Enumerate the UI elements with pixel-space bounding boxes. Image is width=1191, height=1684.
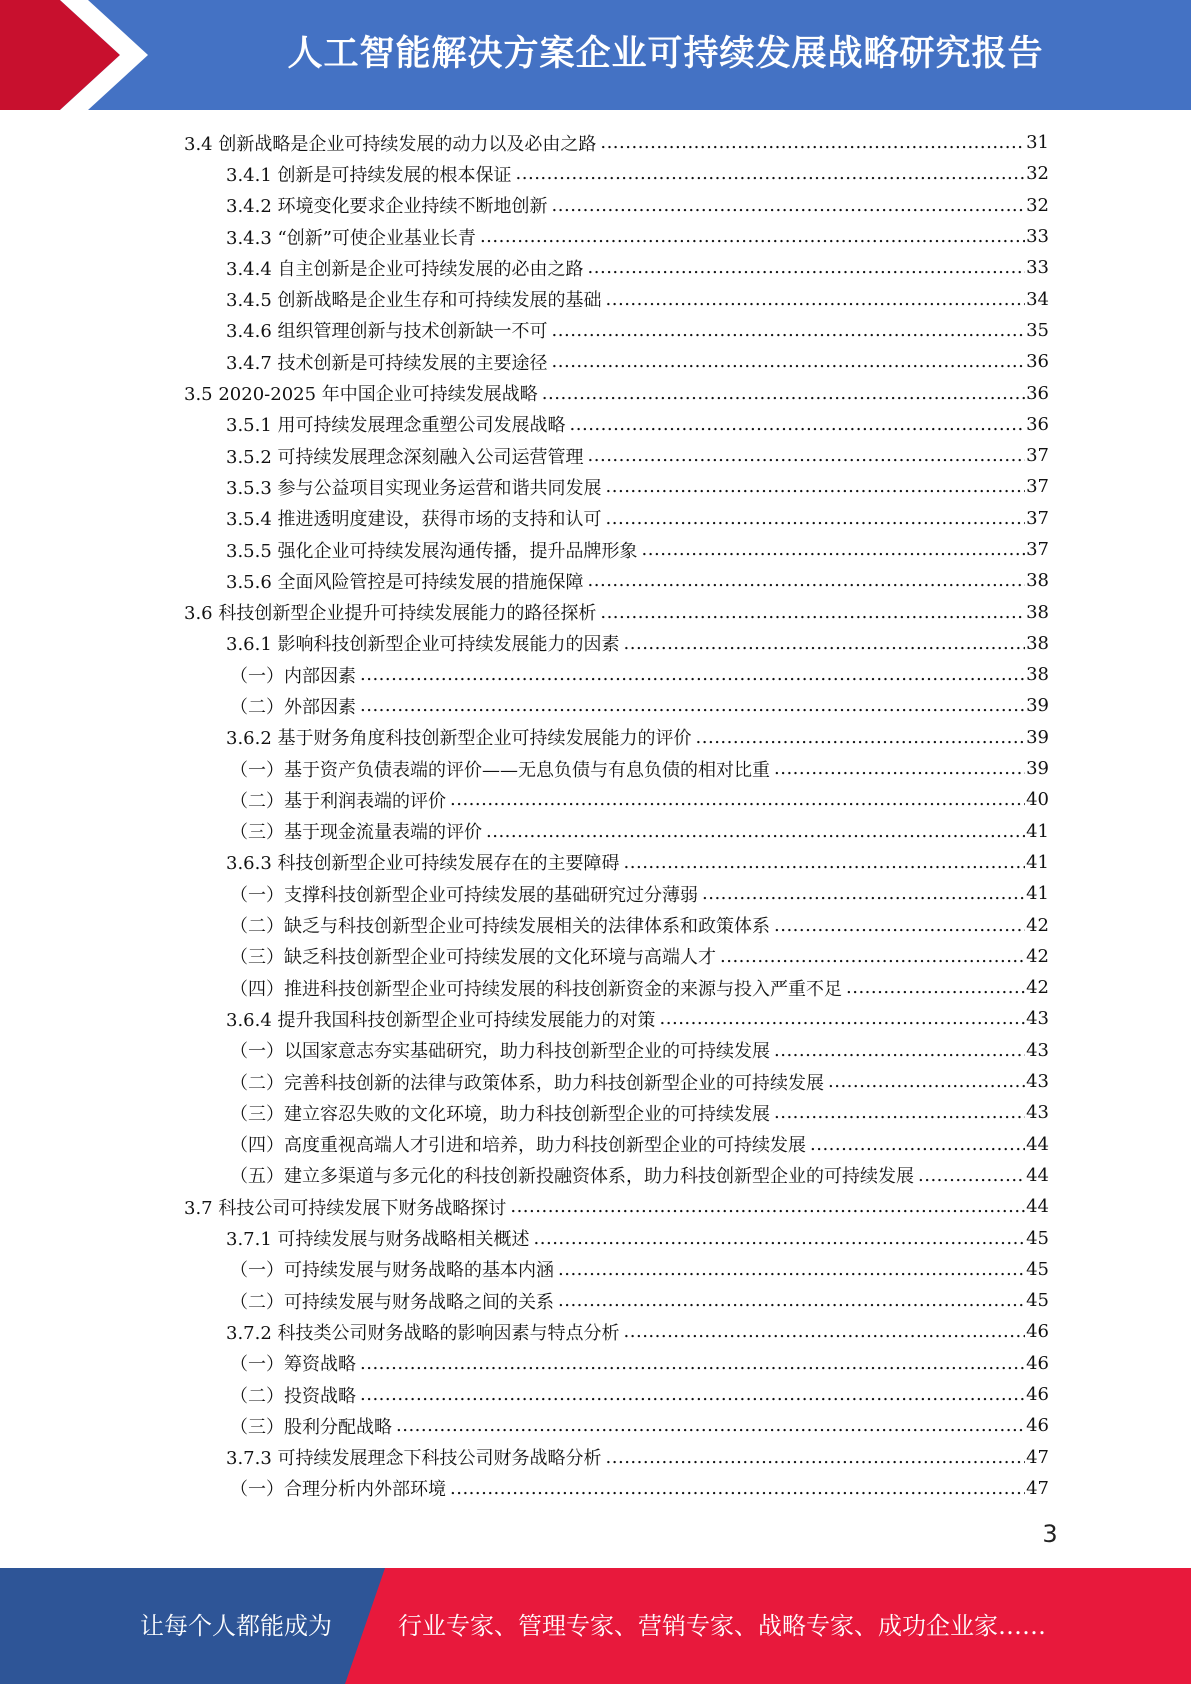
toc-entry[interactable] (184, 221, 1049, 252)
toc-entry-title: （二）缺乏与科技创新型企业可持续发展相关的法律体系和政策体系 (230, 916, 770, 938)
footer-slogan-left: 让每个人都能成为 (140, 1612, 332, 1640)
toc-entry-page: 46 (1026, 1321, 1049, 1343)
toc-entry-title: （四）高度重视高端人才引进和培养，助力科技创新型企业的可持续发展 (230, 1135, 806, 1157)
toc-dot-leader (774, 758, 1025, 779)
toc-entry[interactable] (184, 1285, 1049, 1316)
toc-dot-leader (558, 1290, 1025, 1311)
toc-entry-page: 37 (1026, 507, 1049, 529)
toc-entry-page: 44 (1026, 1164, 1049, 1186)
toc-entry[interactable] (184, 1379, 1049, 1410)
toc-entry-page: 43 (1026, 1008, 1049, 1030)
page-footer (0, 1568, 1191, 1684)
toc-dot-leader (702, 883, 1025, 904)
toc-entry-page: 32 (1026, 194, 1049, 216)
toc-entry-page: 31 (1026, 132, 1049, 154)
toc-entry-title: （五）建立多渠道与多元化的科技创新投融资体系，助力科技创新型企业的可持续发展 (230, 1166, 914, 1188)
toc-entry-page: 43 (1026, 1071, 1049, 1093)
table-of-contents (184, 127, 1049, 1504)
toc-dot-leader (846, 977, 1025, 998)
toc-dot-leader (588, 570, 1026, 591)
toc-entry-page: 36 (1026, 382, 1049, 404)
toc-entry-title: 3.5.6 全面风险管控是可持续发展的措施保障 (226, 571, 584, 593)
toc-entry-page: 38 (1026, 664, 1049, 686)
toc-entry[interactable] (184, 1191, 1049, 1222)
toc-entry-page: 45 (1026, 1290, 1049, 1312)
toc-entry-page: 38 (1026, 570, 1049, 592)
toc-entry-title: 3.7.1 可持续发展与财务战略相关概述 (226, 1229, 530, 1251)
toc-dot-leader (774, 1040, 1025, 1061)
toc-dot-leader (828, 1071, 1025, 1092)
toc-entry[interactable] (184, 252, 1049, 283)
toc-dot-leader (570, 414, 1026, 435)
toc-entry[interactable] (184, 596, 1049, 627)
toc-entry[interactable] (184, 784, 1049, 815)
toc-entry[interactable] (184, 1035, 1049, 1066)
toc-entry-page: 38 (1026, 601, 1049, 623)
toc-dot-leader (624, 1321, 1026, 1342)
toc-dot-leader (918, 1165, 1025, 1186)
toc-entry[interactable] (184, 471, 1049, 502)
footer-slogan-right: 行业专家、管理专家、营销专家、战略专家、成功企业家…… (398, 1612, 1046, 1640)
toc-entry-page: 40 (1026, 789, 1049, 811)
toc-entry[interactable] (184, 659, 1049, 690)
toc-dot-leader (360, 664, 1025, 685)
toc-entry[interactable] (184, 972, 1049, 1003)
toc-entry-title: 3.4.1 创新是可持续发展的根本保证 (226, 164, 512, 186)
toc-entry-title: （二）完善科技创新的法律与政策体系，助力科技创新型企业的可持续发展 (230, 1072, 824, 1094)
toc-entry-title: 3.5.2 可持续发展理念深刻融入公司运营管理 (226, 446, 584, 468)
toc-entry-page: 43 (1026, 1102, 1049, 1124)
toc-entry-title: 3.4 创新战略是企业可持续发展的动力以及必由之路 (184, 133, 597, 155)
toc-dot-leader (396, 1415, 1025, 1436)
toc-entry-title: 3.4.4 自主创新是企业可持续发展的必由之路 (226, 258, 584, 280)
toc-entry-page: 37 (1026, 539, 1049, 560)
toc-dot-leader (624, 852, 1026, 873)
toc-entry-page: 36 (1026, 351, 1049, 373)
toc-entry-title: 3.7 科技公司可持续发展下财务战略探讨 (184, 1197, 507, 1219)
toc-entry[interactable] (184, 1129, 1049, 1160)
toc-entry[interactable] (184, 816, 1049, 847)
toc-entry[interactable] (184, 409, 1049, 440)
toc-entry-title: 3.7.3 可持续发展理念下科技公司财务战略分析 (226, 1448, 602, 1470)
toc-entry[interactable] (184, 1097, 1049, 1128)
toc-dot-leader (552, 351, 1026, 372)
toc-entry-page: 37 (1026, 476, 1049, 498)
toc-entry-page: 45 (1026, 1258, 1049, 1280)
toc-entry-page: 38 (1026, 632, 1049, 654)
toc-dot-leader (542, 383, 1025, 404)
toc-entry-title: （三）建立容忍失败的文化环境，助力科技创新型企业的可持续发展 (230, 1103, 770, 1125)
toc-entry[interactable] (184, 847, 1049, 878)
header-title: 人工智能解决方案企业可持续发展战略研究报告 (287, 34, 1044, 74)
toc-entry[interactable] (184, 377, 1049, 408)
toc-entry[interactable] (184, 941, 1049, 972)
toc-entry[interactable] (184, 1066, 1049, 1097)
toc-entry[interactable] (184, 190, 1049, 221)
toc-entry[interactable] (184, 1160, 1049, 1191)
toc-entry-title: 3.5 2020-2025 年中国企业可持续发展战略 (184, 384, 538, 406)
toc-dot-leader (450, 789, 1025, 810)
toc-entry-page: 36 (1026, 413, 1049, 435)
toc-dot-leader (450, 1478, 1025, 1499)
toc-entry-title: 3.4.3 “创新”可使企业基业长青 (226, 227, 476, 249)
toc-entry-page: 41 (1026, 820, 1049, 842)
toc-entry[interactable] (184, 1003, 1049, 1034)
toc-entry[interactable] (184, 503, 1049, 534)
toc-dot-leader (588, 445, 1026, 466)
toc-entry[interactable] (184, 722, 1049, 753)
toc-entry-title: 3.4.2 环境变化要求企业持续不断地创新 (226, 196, 548, 218)
toc-entry-title: 3.6.3 科技创新型企业可持续发展存在的主要障碍 (226, 853, 620, 875)
toc-entry-page: 42 (1026, 945, 1049, 967)
toc-entry[interactable] (184, 878, 1049, 909)
toc-dot-leader (558, 1259, 1025, 1280)
toc-dot-leader (606, 289, 1026, 310)
toc-entry-title: 3.4.7 技术创新是可持续发展的主要途径 (226, 352, 548, 374)
toc-dot-leader (480, 226, 1025, 247)
toc-entry[interactable] (184, 909, 1049, 940)
toc-entry-page: 44 (1026, 1133, 1049, 1155)
toc-dot-leader (552, 195, 1026, 216)
toc-dot-leader (774, 1102, 1025, 1123)
toc-entry[interactable] (184, 534, 1049, 565)
toc-entry[interactable] (184, 565, 1049, 596)
toc-dot-leader (624, 633, 1026, 654)
toc-entry-page: 33 (1026, 226, 1049, 248)
toc-entry-title: 3.6.1 影响科技创新型企业可持续发展能力的因素 (226, 634, 620, 656)
toc-entry-page: 39 (1026, 695, 1049, 717)
toc-dot-leader (600, 602, 1025, 623)
toc-entry-title: 3.5.4 推进透明度建设，获得市场的支持和认可 (226, 509, 602, 531)
toc-entry-page: 44 (1026, 1196, 1049, 1218)
toc-entry-page: 42 (1026, 977, 1049, 999)
toc-entry-title: 3.4.5 创新战略是企业生存和可持续发展的基础 (226, 290, 602, 312)
toc-entry[interactable] (184, 440, 1049, 471)
toc-dot-leader (534, 1228, 1026, 1249)
toc-dot-leader (360, 695, 1025, 716)
toc-dot-leader (360, 1384, 1025, 1405)
toc-dot-leader (516, 163, 1026, 184)
toc-entry-title: 3.6.4 提升我国科技创新型企业可持续发展能力的对策 (226, 1009, 656, 1031)
toc-entry[interactable] (184, 1441, 1049, 1472)
toc-dot-leader (552, 320, 1026, 341)
toc-entry[interactable] (184, 346, 1049, 377)
toc-entry[interactable] (184, 753, 1049, 784)
toc-entry-title: （二）基于利润表端的评价 (230, 790, 446, 812)
toc-dot-leader (660, 1008, 1026, 1029)
toc-dot-leader (810, 1134, 1025, 1155)
toc-entry-page: 46 (1026, 1384, 1049, 1406)
toc-entry-title: 3.6 科技创新型企业提升可持续发展能力的路径探析 (184, 603, 597, 625)
toc-entry-title: （三）基于现金流量表端的评价 (230, 822, 482, 844)
toc-entry[interactable] (184, 1348, 1049, 1379)
toc-dot-leader (360, 1353, 1025, 1374)
toc-entry-title: （一）内部因素 (230, 665, 356, 687)
toc-entry-title: （三）股利分配战略 (230, 1416, 392, 1438)
toc-entry-page: 41 (1026, 883, 1049, 905)
toc-entry[interactable] (184, 1222, 1049, 1253)
toc-entry-title: （一）合理分析内外部环境 (230, 1479, 446, 1501)
toc-entry[interactable] (184, 690, 1049, 721)
page-number: 3 (1042, 1520, 1058, 1548)
toc-entry[interactable] (184, 158, 1049, 189)
toc-entry-page: 43 (1026, 1039, 1049, 1061)
toc-dot-leader (720, 946, 1025, 967)
toc-entry-title: 3.5.1 用可持续发展理念重塑公司发展战略 (226, 415, 566, 437)
toc-entry-page: 42 (1026, 914, 1049, 936)
toc-entry-title: （二）外部因素 (230, 696, 356, 718)
toc-entry-title: （一）基于资产负债表端的评价——无息负债与有息负债的相对比重 (230, 759, 770, 781)
toc-entry-title: （一）支撑科技创新型企业可持续发展的基础研究过分薄弱 (230, 884, 698, 906)
toc-entry-title: （四）推进科技创新型企业可持续发展的科技创新资金的来源与投入严重不足 (230, 978, 842, 1000)
toc-entry-page: 46 (1026, 1415, 1049, 1437)
toc-entry-page: 33 (1026, 257, 1049, 279)
toc-entry-title: （三）缺乏科技创新型企业可持续发展的文化环境与高端人才 (230, 947, 716, 969)
toc-entry-page: 45 (1026, 1227, 1049, 1249)
toc-entry-title: （一）可持续发展与财务战略的基本内涵 (230, 1260, 554, 1282)
toc-entry-page: 46 (1026, 1352, 1049, 1374)
toc-entry-page: 41 (1026, 851, 1049, 873)
toc-dot-leader (642, 539, 1026, 560)
toc-entry[interactable] (184, 1473, 1049, 1504)
toc-entry[interactable] (184, 127, 1049, 158)
toc-dot-leader (486, 821, 1025, 842)
toc-entry-title: （一）筹资战略 (230, 1354, 356, 1376)
toc-dot-leader (696, 727, 1026, 748)
toc-entry[interactable] (184, 315, 1049, 346)
toc-dot-leader (510, 1196, 1025, 1217)
toc-entry[interactable] (184, 628, 1049, 659)
toc-entry[interactable] (184, 1316, 1049, 1347)
toc-dot-leader (774, 915, 1025, 936)
toc-entry-page: 39 (1026, 726, 1049, 748)
toc-dot-leader (588, 257, 1026, 278)
toc-entry-title: （一）以国家意志夯实基础研究，助力科技创新型企业的可持续发展 (230, 1041, 770, 1063)
toc-entry-title: 3.7.2 科技类公司财务战略的影响因素与特点分析 (226, 1322, 620, 1344)
toc-entry[interactable] (184, 1254, 1049, 1285)
page-header (0, 0, 1191, 110)
toc-entry-page: 35 (1026, 319, 1049, 341)
toc-dot-leader (606, 508, 1026, 529)
toc-entry-page: 32 (1026, 163, 1049, 185)
toc-entry-title: （二）可持续发展与财务战略之间的关系 (230, 1291, 554, 1313)
toc-entry[interactable] (184, 283, 1049, 314)
toc-entry[interactable] (184, 1410, 1049, 1441)
toc-entry-page: 39 (1026, 758, 1049, 780)
toc-entry-page: 37 (1026, 445, 1049, 467)
toc-entry-title: 3.4.6 组织管理创新与技术创新缺一不可 (226, 321, 548, 343)
toc-entry-page: 47 (1026, 1446, 1049, 1468)
toc-entry-title: （二）投资战略 (230, 1385, 356, 1407)
toc-dot-leader (606, 1447, 1026, 1468)
toc-entry-title: 3.5.5 强化企业可持续发展沟通传播，提升品牌形象 (226, 540, 638, 562)
toc-dot-leader (600, 132, 1025, 153)
toc-entry-title: 3.5.3 参与公益项目实现业务运营和谐共同发展 (226, 477, 602, 499)
toc-dot-leader (606, 476, 1026, 497)
toc-entry-page: 34 (1026, 288, 1049, 310)
toc-entry-title: 3.6.2 基于财务角度科技创新型企业可持续发展能力的评价 (226, 728, 692, 750)
toc-entry-page: 47 (1026, 1477, 1049, 1499)
